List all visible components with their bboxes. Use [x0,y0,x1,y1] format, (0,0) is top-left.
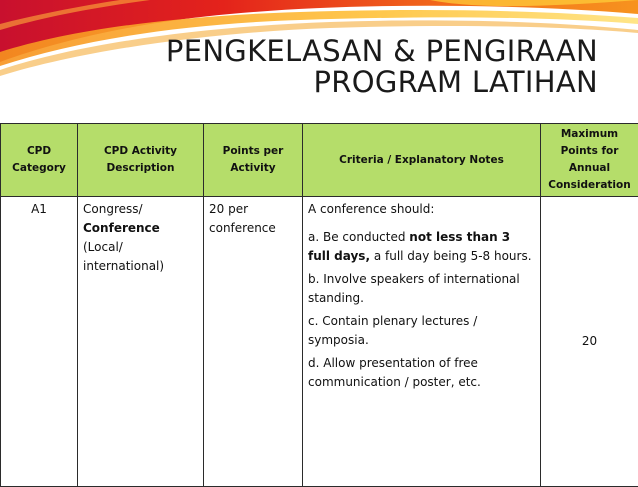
points-line-1: 20 per [209,200,297,219]
description-line-3: (Local/ [83,238,198,257]
cell-criteria [303,197,541,487]
header-criteria: Criteria / Explanatory Notes [303,124,541,197]
criteria-a-pre: a. Be conducted [308,230,409,244]
description-line-1: Congress/ [83,200,198,219]
page-title [166,36,598,98]
cell-points [204,197,303,487]
cell-description [78,197,204,487]
criteria-a [308,228,535,266]
table-header-row [1,124,638,197]
criteria-intro: A conference should: [308,200,535,219]
criteria-a-post: a full day being 5-8 hours. [370,249,532,263]
header-maximum: Maximum Points for Annual Consideration [541,124,638,197]
cpd-table [0,123,638,487]
criteria-d: d. Allow presentation of free communication / poster, etc. [308,354,535,392]
table-row [1,197,638,487]
criteria-c: c. Contain plenary lectures / symposia. [308,312,535,350]
criteria-a-bold: not less than 3 full days, [308,230,510,263]
cell-maximum: 20 [541,197,638,487]
title-line-1: PENGKELASAN & PENGIRAAN [166,36,598,67]
header-category: CPD Category [1,124,78,197]
header-points: Points per Activity [204,124,303,197]
points-line-2: conference [209,219,297,238]
description-line-2: Conference [83,219,198,238]
description-line-4: international) [83,257,198,276]
header-description: CPD Activity Description [78,124,204,197]
cell-category: A1 [1,197,78,487]
title-line-2: PROGRAM LATIHAN [166,67,598,98]
criteria-b: b. Involve speakers of international standing. [308,270,535,308]
